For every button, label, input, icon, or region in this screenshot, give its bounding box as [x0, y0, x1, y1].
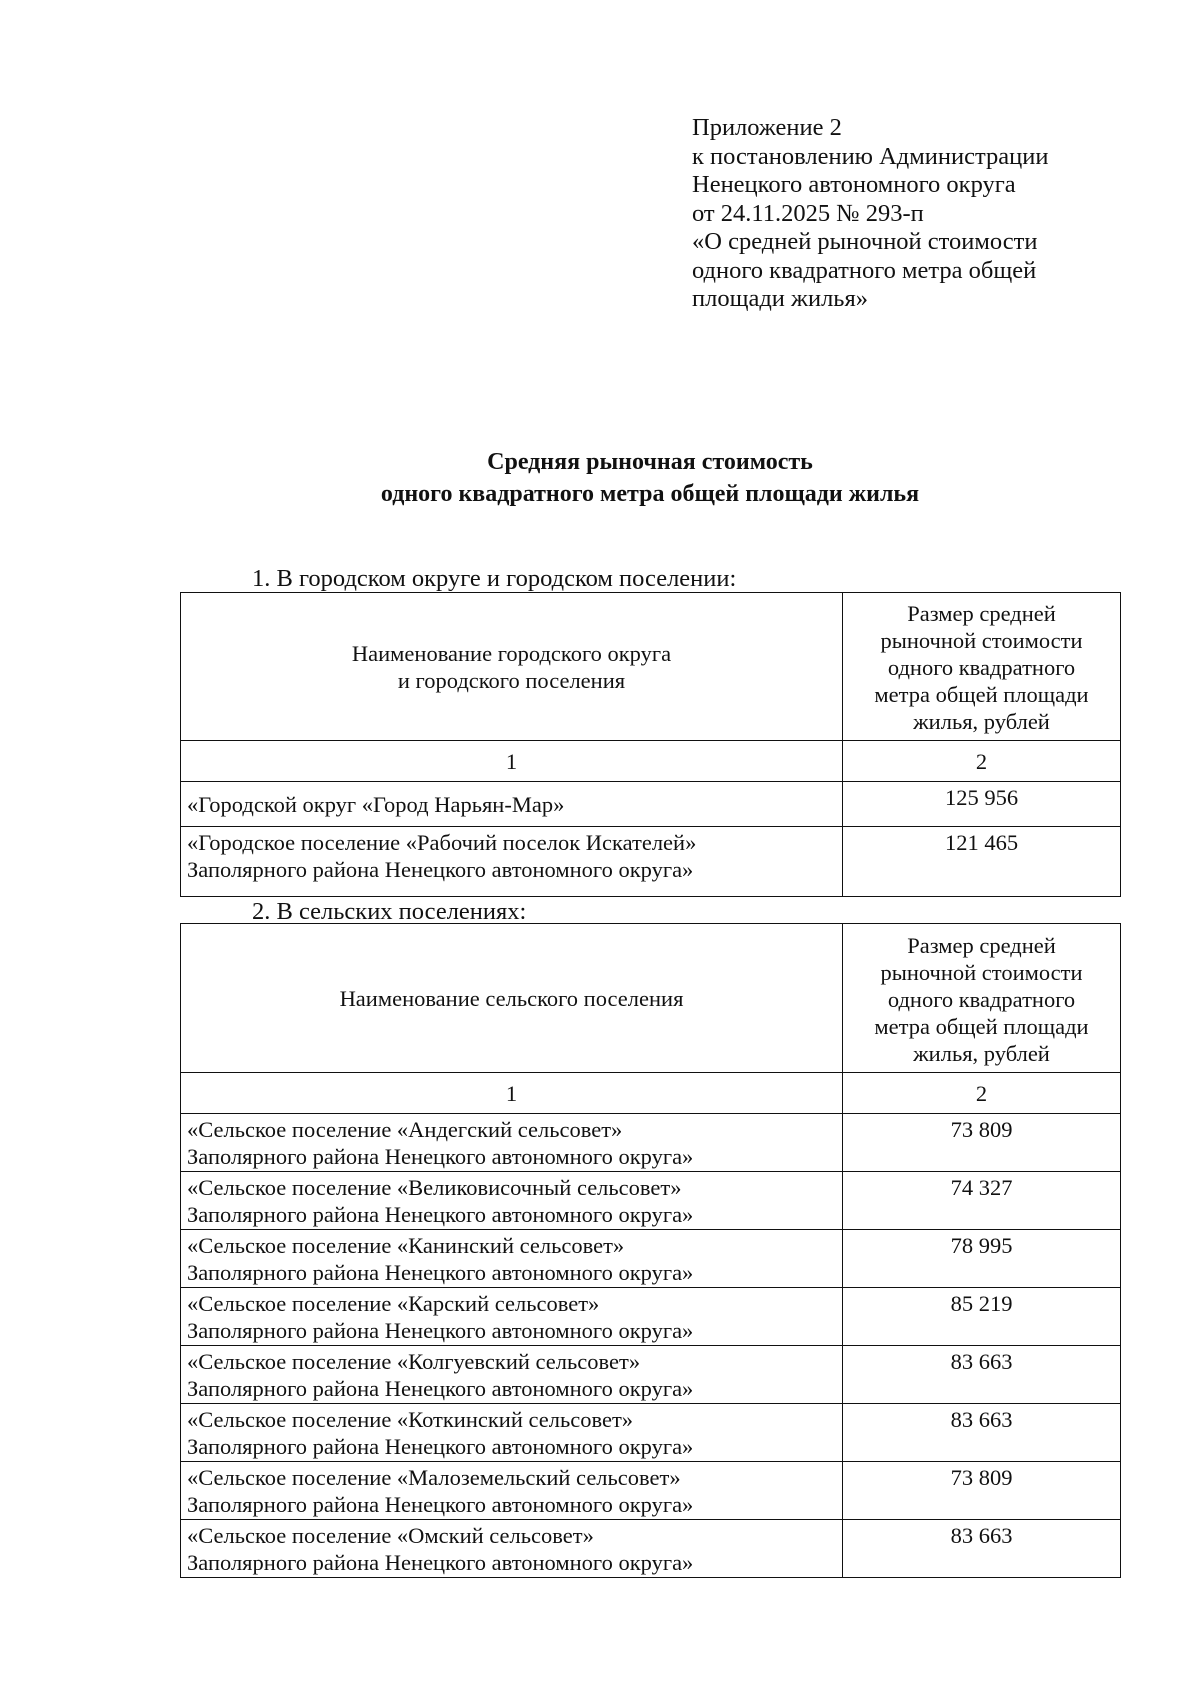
- table-row: [181, 1172, 1121, 1230]
- column-number: 1: [181, 741, 843, 782]
- rural-settlements-table: [180, 923, 1121, 1578]
- header-value-line: жилья, рублей: [913, 1040, 1050, 1066]
- header-value-line: рыночной стоимости: [880, 628, 1083, 653]
- settlement-name: [181, 1462, 843, 1520]
- settlement-name-line: «Сельское поселение «Коткинский сельсовет»: [187, 1407, 634, 1432]
- table-row: [181, 1520, 1121, 1578]
- header-value-line: метра общей площади: [874, 682, 1089, 707]
- header-value-line: рыночной стоимости: [880, 959, 1083, 985]
- table-header-row: [181, 593, 1121, 741]
- appendix-line: от 24.11.2025 № 293-п: [692, 199, 924, 227]
- column-number-row: [181, 1073, 1121, 1114]
- settlement-name-line: «Сельское поселение «Карский сельсовет»: [187, 1291, 600, 1316]
- header-value-line: Размер средней: [907, 601, 1056, 626]
- settlement-name: [181, 1288, 843, 1346]
- header-value-line: метра общей площади: [874, 1013, 1089, 1039]
- price-value: 125 956: [843, 782, 1121, 827]
- settlement-name: [181, 1346, 843, 1404]
- appendix-line: одного квадратного метра общей: [692, 256, 1037, 284]
- price-value: 73 809: [843, 1462, 1121, 1520]
- settlement-name-line: «Сельское поселение «Омский сельсовет»: [187, 1523, 594, 1548]
- price-value: 83 663: [843, 1346, 1121, 1404]
- settlement-name-line: «Городское поселение «Рабочий поселок Искателей»: [187, 830, 697, 855]
- settlement-name-line: Заполярного района Ненецкого автономного округа»: [187, 1144, 694, 1169]
- column-header-name: Наименование сельского поселения: [181, 924, 843, 1073]
- settlement-name-line: Заполярного района Ненецкого автономного округа»: [187, 1376, 694, 1401]
- price-value: 85 219: [843, 1288, 1121, 1346]
- table-row: [181, 1114, 1121, 1172]
- column-number-row: [181, 741, 1121, 782]
- column-number: 2: [843, 741, 1121, 782]
- column-number: 1: [181, 1073, 843, 1114]
- price-value: 78 995: [843, 1230, 1121, 1288]
- header-name-line: и городского поселения: [397, 667, 626, 693]
- appendix-line: Приложение 2: [692, 114, 842, 141]
- price-value: 74 327: [843, 1172, 1121, 1230]
- table-row: [181, 782, 1121, 827]
- column-header-name: [181, 593, 843, 741]
- settlement-name-line: Заполярного района Ненецкого автономного округа»: [187, 1434, 694, 1459]
- settlement-name: [181, 1230, 843, 1288]
- table-row: [181, 1230, 1121, 1288]
- header-value-line: Размер средней: [907, 932, 1056, 958]
- settlement-name-line: Заполярного района Ненецкого автономного округа»: [187, 1260, 694, 1285]
- price-value: 121 465: [843, 827, 1121, 897]
- document-title-line-2: одного квадратного метра общей площади жилья: [380, 481, 920, 507]
- price-value: 83 663: [843, 1404, 1121, 1462]
- table-row: [181, 827, 1121, 897]
- table-row: [181, 1288, 1121, 1346]
- column-header-value: [843, 924, 1121, 1073]
- settlement-name-line: Заполярного района Ненецкого автономного округа»: [187, 1318, 694, 1343]
- settlement-name-line: «Сельское поселение «Великовисочный сельсовет»: [187, 1175, 682, 1200]
- document-title: [0, 446, 1200, 510]
- settlement-name: [181, 1520, 843, 1578]
- appendix-line: площади жилья»: [692, 285, 868, 312]
- settlement-name: [181, 1404, 843, 1462]
- header-value-line: одного квадратного: [887, 655, 1076, 680]
- settlement-name-line: Заполярного района Ненецкого автономного округа»: [187, 1492, 694, 1517]
- column-number: 2: [843, 1073, 1121, 1114]
- table-row: [181, 1462, 1121, 1520]
- settlement-name: [181, 782, 843, 827]
- price-value: 73 809: [843, 1114, 1121, 1172]
- settlement-name: [181, 827, 843, 897]
- settlement-name-line: «Сельское поселение «Малоземельский сельсовет»: [187, 1465, 681, 1490]
- appendix-line: к постановлению Администрации: [692, 142, 1049, 170]
- header-name-line: Наименование городского округа: [351, 640, 672, 666]
- settlement-name-line: Заполярного района Ненецкого автономного округа»: [187, 857, 694, 882]
- settlement-name-line: «Городской округ «Город Нарьян-Мар»: [187, 792, 565, 817]
- table-row: [181, 1346, 1121, 1404]
- settlement-name: [181, 1114, 843, 1172]
- settlement-name-line: «Сельское поселение «Канинский сельсовет»: [187, 1233, 625, 1258]
- header-value-line: жилья, рублей: [913, 709, 1050, 734]
- section-2-heading: 2. В сельских поселениях:: [252, 898, 527, 925]
- section-1-heading: 1. В городском округе и городском поселении:: [252, 565, 737, 592]
- appendix-line: Ненецкого автономного округа: [692, 171, 1016, 198]
- table-row: [181, 1404, 1121, 1462]
- table-header-row: [181, 924, 1121, 1073]
- column-header-value: [843, 593, 1121, 741]
- appendix-reference: [692, 114, 1048, 314]
- document-title-line-1: Средняя рыночная стоимость: [487, 449, 813, 475]
- settlement-name-line: «Сельское поселение «Андегский сельсовет»: [187, 1117, 623, 1142]
- price-value: 83 663: [843, 1520, 1121, 1578]
- urban-settlements-table: [180, 592, 1121, 897]
- settlement-name: [181, 1172, 843, 1230]
- appendix-line: «О средней рыночной стоимости: [692, 228, 1038, 255]
- settlement-name-line: Заполярного района Ненецкого автономного округа»: [187, 1202, 694, 1227]
- settlement-name-line: «Сельское поселение «Колгуевский сельсовет»: [187, 1349, 641, 1374]
- header-value-line: одного квадратного: [887, 986, 1076, 1012]
- settlement-name-line: Заполярного района Ненецкого автономного округа»: [187, 1550, 694, 1575]
